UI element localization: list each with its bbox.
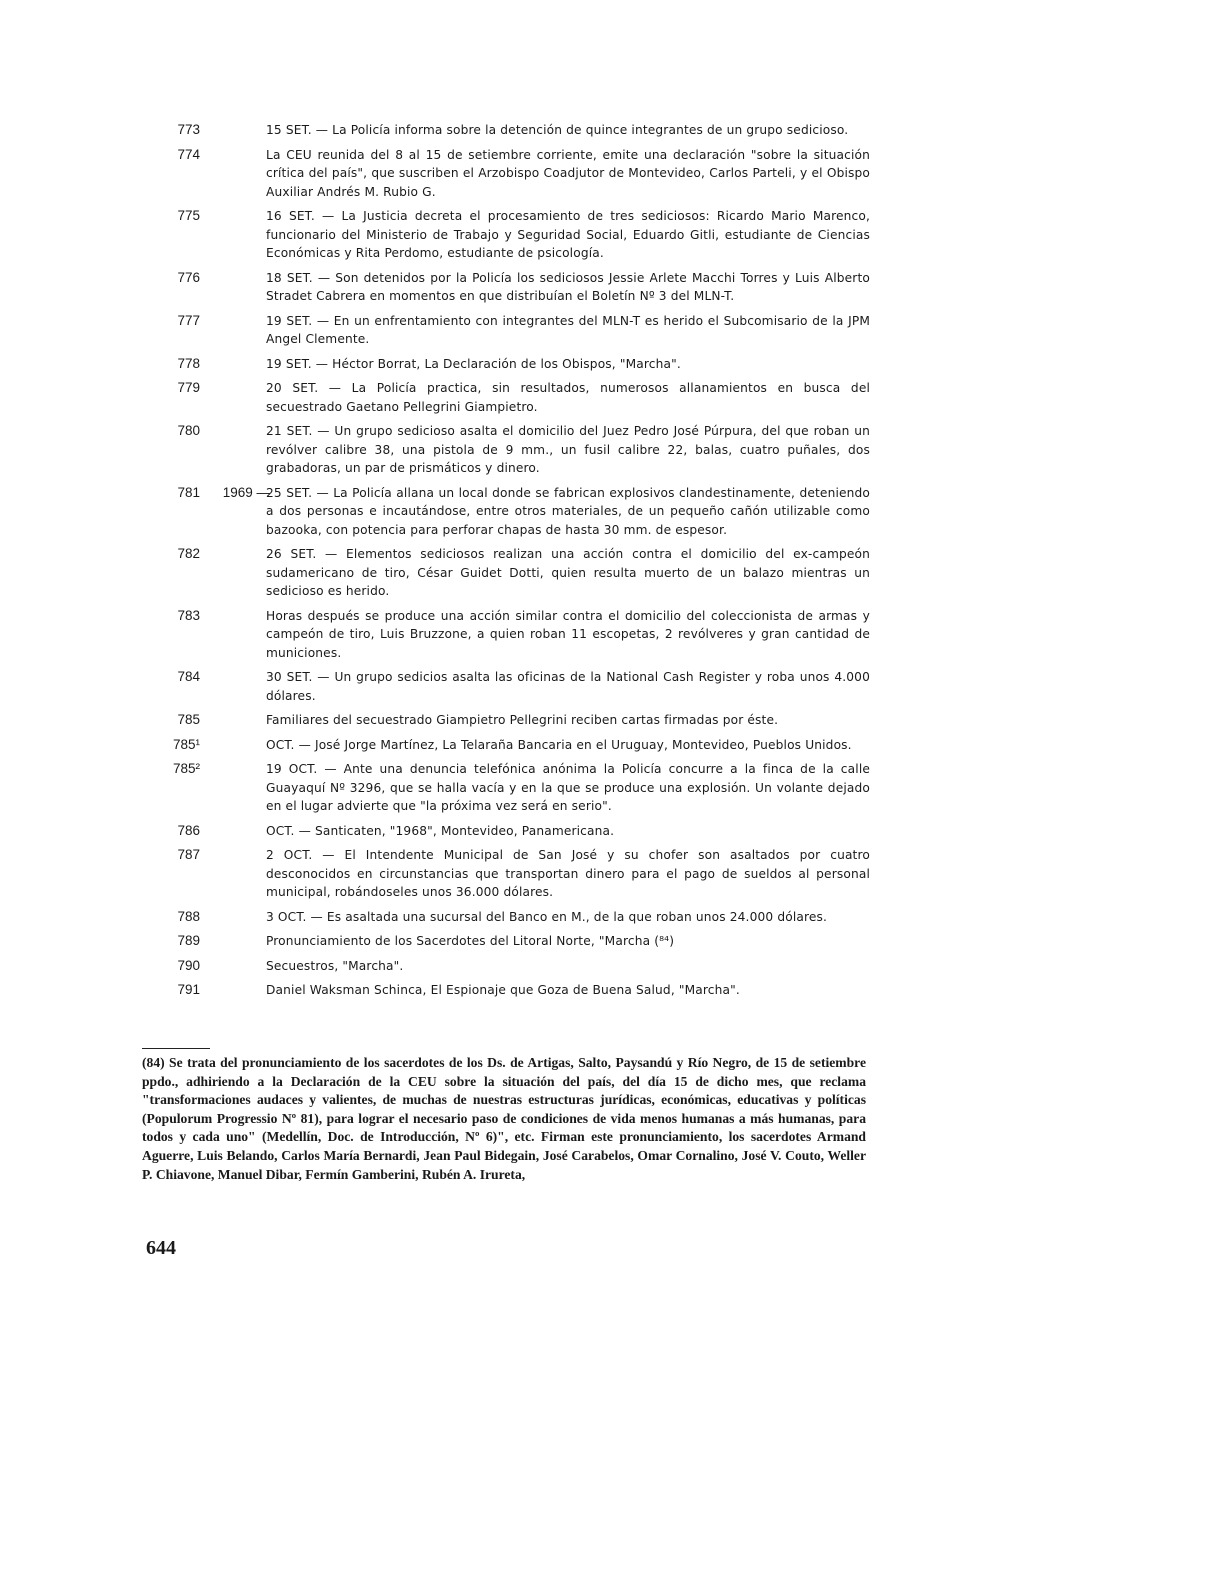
entry-text: 19 SET. — Héctor Borrat, La Declaración de los Obispos, "Marcha". — [266, 356, 681, 371]
entry-text: 30 SET. — Un grupo sedicios asalta las oficinas de la National Cash Register y roba unos 4.000 dólares. — [266, 670, 870, 703]
entry-number: 774 — [177, 146, 200, 162]
chronology-entry — [140, 908, 870, 927]
chronology-entry — [140, 146, 870, 202]
entry-text: Daniel Waksman Schinca, El Espionaje que Goza de Buena Salud, "Marcha". — [266, 983, 740, 997]
entry-text: 19 SET. — En un enfrentamiento con integrantes del MLN-T es herido el Subcomisario de la JPM Angel Clemente. — [266, 313, 870, 346]
entry-number: 779 — [177, 380, 200, 395]
chronology-entry — [140, 312, 870, 349]
entry-text: 19 OCT. — Ante una denuncia telefónica anónima la Policía concurre a la finca de la calle Guayaquí Nº 3296, que se halla vacía y en la que se produce una explosión. Un volante dejado en el lugar advierte que "la próxima vez será en serio". — [266, 762, 870, 813]
entry-number: 780 — [177, 423, 200, 438]
entry-text: OCT. — José Jorge Martínez, La Telaraña Bancaria en el Uruguay, Montevideo, Pueblos Unidos. — [266, 737, 852, 752]
entry-number: 790 — [177, 957, 200, 973]
chronology-entry — [140, 822, 870, 841]
entry-text: Pronunciamiento de los Sacerdotes del Litoral Norte, "Marcha (⁸⁴) — [266, 934, 675, 948]
chronology-entry — [140, 711, 870, 730]
entry-number: 776 — [177, 269, 200, 285]
chronology-entry — [140, 668, 870, 705]
entry-text: Secuestros, "Marcha". — [266, 958, 404, 973]
chronology-entry — [140, 379, 870, 416]
entry-year: 1969 — — [222, 484, 270, 500]
entry-number: 789 — [177, 933, 200, 948]
entry-number: 784 — [177, 669, 200, 684]
entry-number: 786 — [177, 822, 200, 838]
entry-number: 781 — [177, 484, 200, 500]
entry-number: 785 — [177, 712, 200, 727]
chronology-entry — [140, 269, 870, 306]
entry-number: 791 — [177, 982, 200, 997]
entry-text: 21 SET. — Un grupo sedicioso asalta el domicilio del Juez Pedro José Púrpura, del que roban un revólver calibre 38, una pistola de 9 mm., un fusil calibre 22, balas, cuatro puñales, dos grabadoras, un par de prismáticos y dinero. — [266, 424, 870, 475]
entry-text: 15 SET. — La Policía informa sobre la detención de quince integrantes de un grupo sedicioso. — [266, 123, 849, 137]
chronology-entry — [140, 355, 870, 374]
entry-number: 785¹ — [172, 736, 200, 752]
entry-text: 2 OCT. — El Intendente Municipal de San José y su chofer son asaltados por cuatro desconocidos en circunstancias que transportan dinero para el pago de sueldos al personal municipal, robándoseles unos 36.000 dólares. — [266, 848, 870, 899]
entry-number: 777 — [177, 312, 200, 328]
entry-number: 782 — [177, 546, 200, 561]
chronology-entry — [140, 207, 870, 263]
chronology-entry — [140, 607, 870, 663]
chronology-entry — [140, 736, 870, 755]
chronology-entry — [140, 484, 870, 540]
entry-text: 3 OCT. — Es asaltada una sucursal del Banco en M., de la que roban unos 24.000 dólares. — [266, 909, 828, 924]
entry-number: 785² — [172, 761, 200, 776]
entry-number: 773 — [177, 122, 200, 137]
entry-number: 787 — [177, 847, 200, 862]
entry-text: 18 SET. — Son detenidos por la Policía los sediciosos Jessie Arlete Macchi Torres y Luis Alberto Stradet Cabrera en momentos en que distribuían el Boletín Nº 3 del MLN-T. — [266, 270, 870, 303]
page-number: 644 — [146, 1237, 176, 1259]
entry-number: 788 — [177, 908, 200, 924]
chronology-entry — [140, 981, 870, 1000]
chronology-entry — [140, 121, 870, 140]
chronology-entry — [140, 422, 870, 478]
entry-number: 778 — [177, 355, 200, 371]
entry-text: OCT. — Santicaten, "1968", Montevideo, Panamericana. — [266, 823, 615, 838]
entry-number: 783 — [177, 607, 200, 623]
entry-text: 16 SET. — La Justicia decreta el procesamiento de tres sediciosos: Ricardo Mario Marenco, funcionario del Ministerio de Trabajo y Seguridad Social, Eduardo Gitli, estudiante de Ciencias Económicas y Rita Perdomo, estudiante de psicología. — [266, 209, 870, 260]
entry-text: Familiares del secuestrado Giampietro Pellegrini reciben cartas firmadas por éste. — [266, 713, 779, 727]
chronology-entry — [140, 932, 870, 951]
entry-text: Horas después se produce una acción similar contra el domicilio del coleccionista de armas y campeón de tiro, Luis Bruzzone, a quien roban 11 escopetas, 2 revólveres y gran cantidad de municiones. — [266, 608, 870, 660]
chronology-entry — [140, 760, 870, 816]
footnote-84: (84) Se trata del pronunciamiento de los sacerdotes de los Ds. de Artigas, Salto, Paysandú y Río Negro, de 15 de setiembre ppdo., adhiriendo a la Declaración de la CEU sobre la situación del país, del día 15 de dicho mes, que reclama "transformaciones audaces y valientes, de muchas de nuestras estructuras jurídicas, económicas, educativas y políticas (Populorum Progressio Nº 81), para lograr el necesario paso de condiciones de vida menos humanas a más humanas, para todos y cada uno" (Medellín, Doc. de Introducción, Nº 6)", etc. Firman este pronunciamiento, los sacerdotes Armand Aguerre, Luis Belando, Carlos María Bernardi, Jean Paul Bidegain, José Carabelos, Omar Cornalino, José V. Couto, Weller P. Chiavone, Manuel Dibar, Fermín Gamberini, Rubén A. Irureta, — [142, 1055, 866, 1182]
entry-text: 20 SET. — La Policía practica, sin resultados, numerosos allanamientos en busca del secuestrado Gaetano Pellegrini Giampietro. — [266, 381, 870, 414]
chronology-entry — [140, 545, 870, 601]
entry-text: 26 SET. — Elementos sediciosos realizan una acción contra el domicilio del ex-campeón sudamericano de tiro, César Guidet Dotti, quien resulta muerto de un balazo mientras un sedicioso es herido. — [266, 547, 870, 598]
entry-text: 25 SET. — La Policía allana un local donde se fabrican explosivos clandestinamente, deteniendo a dos personas e incautándose, entre otros materiales, de un pequeño cañón utilizable como bazooka, con potencia para perforar chapas de hasta 30 mm. de espesor. — [266, 485, 870, 537]
entry-number: 775 — [177, 208, 200, 223]
footnote-separator — [142, 1048, 210, 1049]
chronology-entry — [140, 957, 870, 976]
chronology-entry — [140, 846, 870, 902]
chronology-list — [140, 121, 870, 1006]
entry-text: La CEU reunida del 8 al 15 de setiembre corriente, emite una declaración "sobre la situación crítica del país", que suscriben el Arzobispo Coadjutor de Montevideo, Carlos Parteli, y el Obispo Auxiliar Andrés M. Rubio G. — [266, 147, 870, 199]
